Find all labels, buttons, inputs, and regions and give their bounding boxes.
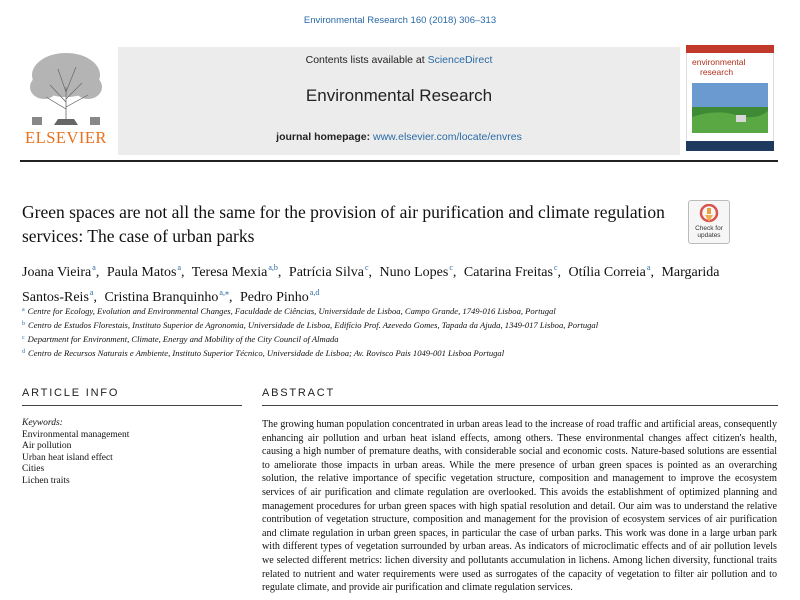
author-affiliation-mark[interactable]: a,⁎	[219, 288, 229, 297]
cover-title-line2: research	[700, 67, 734, 77]
affiliations	[22, 304, 782, 360]
contents-line	[118, 54, 680, 66]
author[interactable]	[240, 290, 319, 305]
author[interactable]	[380, 265, 453, 280]
journal-name: Environmental Research	[305, 86, 493, 105]
author-separator: ,	[95, 265, 100, 280]
homepage-label: journal homepage:	[276, 131, 374, 143]
author-list	[22, 258, 762, 308]
keyword-item: Environmental management	[22, 429, 130, 440]
author-affiliation-mark[interactable]: c	[553, 263, 558, 272]
author[interactable]	[569, 265, 651, 280]
author-separator: ,	[368, 265, 373, 280]
keyword-item: Cities	[22, 464, 45, 474]
affiliation-row	[22, 318, 782, 332]
author[interactable]	[192, 265, 278, 280]
elsevier-wordmark: ELSEVIER	[25, 128, 107, 147]
author-name: Catarina Freitas	[463, 265, 553, 280]
keywords-block	[22, 418, 242, 487]
header-rule	[20, 160, 778, 162]
homepage-link[interactable]: www.elsevier.com/locate/envres	[373, 131, 522, 143]
affiliation-row	[22, 332, 782, 346]
author[interactable]	[22, 265, 96, 280]
author[interactable]	[464, 265, 558, 280]
keyword-item: Lichen traits	[22, 475, 70, 486]
author-separator: ,	[650, 265, 654, 280]
author-affiliation-mark[interactable]: a,b	[268, 263, 278, 272]
author[interactable]	[107, 265, 181, 280]
author-name: Joana Vieira	[22, 265, 92, 280]
author-affiliation-mark[interactable]: c	[364, 263, 369, 272]
author-name: Pedro Pinho	[239, 290, 309, 305]
author-name: Otília Correia	[568, 265, 646, 280]
affiliation-key: b	[22, 321, 25, 327]
journal-reference[interactable]: Environmental Research 160 (2018) 306–313	[303, 15, 497, 26]
keywords-label: Keywords:	[22, 418, 63, 428]
check-updates-line1: Check for	[695, 225, 723, 232]
affiliation-key: a	[22, 307, 25, 313]
author-name: Paula Matos	[106, 265, 177, 280]
author-affiliation-mark[interactable]: a	[92, 263, 96, 272]
author-affiliation-mark[interactable]: a	[177, 263, 181, 272]
author-affiliation-mark[interactable]: a,d	[309, 288, 320, 297]
author-name: Nuno Lopes	[379, 265, 449, 280]
affiliation-text: Department for Environment, Climate, Energy and Mobility of the City Council of Almada	[27, 334, 339, 344]
affiliation-text: Centro de Recursos Naturais e Ambiente, Instituto Superior Técnico, Universidade de Lisboa; Av. Rovisco Pais 1049-001 Lisboa Portugal	[28, 348, 505, 358]
author-affiliation-mark[interactable]: c	[449, 263, 453, 272]
article-info-heading: ARTICLE INFO	[22, 387, 120, 399]
journal-cover[interactable]	[686, 45, 774, 151]
keyword-item: Urban heat island effect	[22, 452, 113, 463]
affiliation-text: Centro de Estudos Florestais, Instituto Superior de Agronomia, Universidade de Lisboa, Edifício Prof. Azevedo Gomes, Tapada da Ajuda, 1349-017 Lisboa, Portugal	[28, 320, 599, 330]
abstract-heading: ABSTRACT	[262, 387, 336, 399]
paper-title: Green spaces are not all the same for the provision of air purification and climate regulation services: The case of urban parks	[22, 202, 665, 246]
check-updates-icon	[699, 204, 719, 224]
check-for-updates-badge[interactable]	[688, 200, 730, 244]
check-updates-line2: updates	[697, 232, 721, 239]
author-separator: ,	[452, 265, 457, 280]
keyword-item: Air pollution	[22, 441, 72, 451]
author-name: Cristina Branquinho	[104, 290, 219, 305]
author-name: Teresa Mexia	[191, 265, 268, 280]
affiliation-row	[22, 346, 782, 360]
article-info-rule	[22, 405, 242, 406]
author-separator: ,	[181, 265, 185, 280]
abstract-rule	[262, 405, 778, 406]
author-separator: ,	[228, 290, 233, 305]
author-separator: ,	[557, 265, 561, 280]
abstract-text: The growing human population concentrated in urban areas lead to the increase of road traffic and artificial areas, consequently enhancing air pollution and urban heat island effects, among others. These environmental changes affect citizen's health, causing a high number of premature deaths, with considerable social and economic costs. Nature-based solutions are essential to ameliorate those impacts in urban areas. While the mere presence of urban green spaces is pointed as an overarching solution, the relative importance of specific vegetation structure, composition and management to improve the ecosystem services of air purification and climate regulation are overlooked. This avoids the establishment of optimized planning and management procedures for urban green spaces with high spatial resolution and detail. Our aim was to understand the relative contribution of vegetation structure, composition and management for the provision of ecosystem services of air purification and climate regulation in urban green spaces, in particular the case of urban parks. This work was done in a large urban park with different types of vegetation surrounded by urban areas. As indicators of microclimatic effects and of air pollution levels we selected different metrics: lichen diversity and pollutants accumulation in lichens. Among lichen diversity, functional traits related to nutrient and water requirements were used as surrogates of the capacity of vegetation to filter air pollution and to regulate climate, and provide air purification and climate regulation services.	[262, 419, 777, 594]
author-name: Margarida Santos-Reis	[22, 265, 720, 305]
sciencedirect-link[interactable]: ScienceDirect	[427, 54, 493, 66]
cover-title-line1: environmental	[692, 57, 746, 67]
author[interactable]	[289, 265, 369, 280]
affiliation-row	[22, 304, 782, 318]
author-name: Patrícia Silva	[288, 265, 364, 280]
contents-prefix: Contents lists available at	[305, 54, 428, 66]
author-separator: ,	[277, 265, 282, 280]
affiliation-key: c	[22, 335, 25, 341]
affiliation-text: Centre for Ecology, Evolution and Environmental Changes, Faculdade de Ciências, Universidade de Lisboa, Campo Grande, 1749-016 Lisboa, Portugal	[27, 306, 556, 316]
affiliation-key: d	[22, 349, 25, 355]
author-separator: ,	[93, 290, 97, 305]
author-affiliation-mark[interactable]: a	[89, 288, 94, 297]
author-affiliation-mark[interactable]: a	[646, 263, 651, 272]
homepage-line	[118, 131, 680, 143]
author[interactable]	[104, 290, 229, 305]
